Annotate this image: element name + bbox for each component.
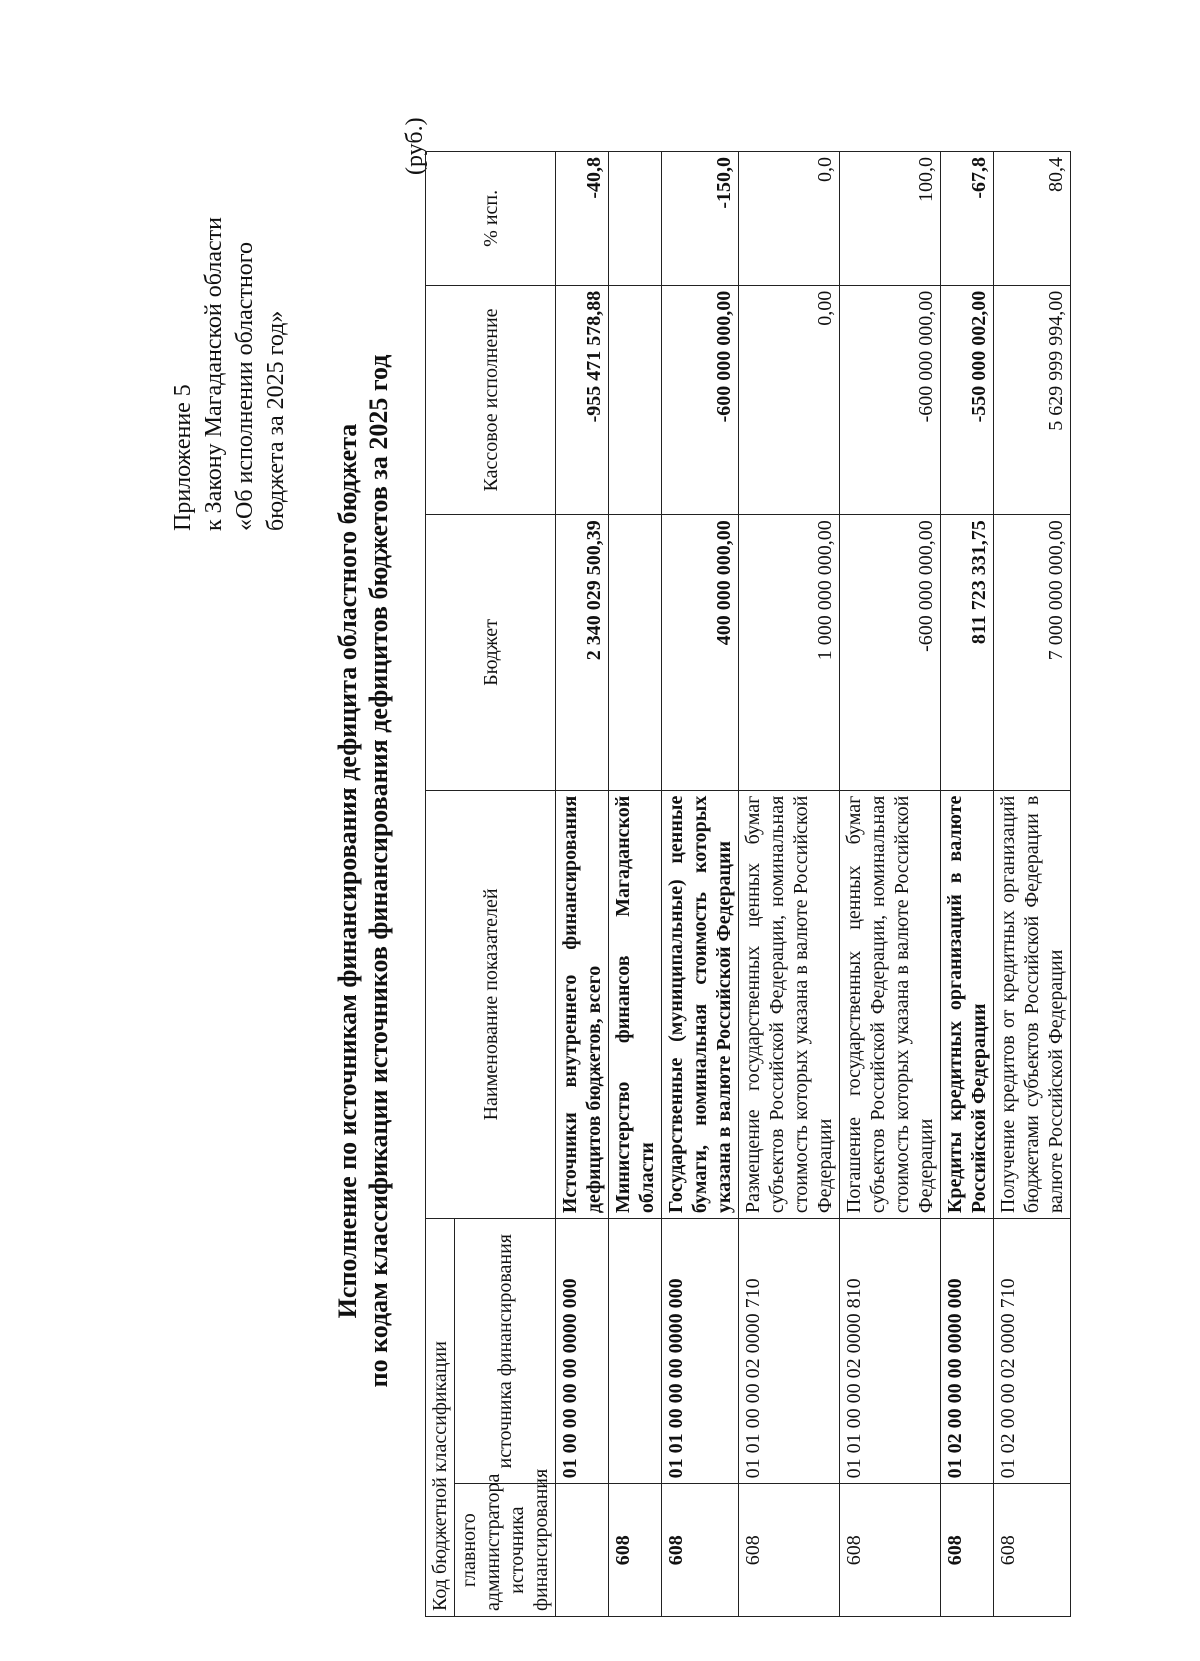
header-source: источника финансирования <box>455 1219 556 1484</box>
cell-admin-code: 608 <box>662 1484 739 1617</box>
cell-percent: 100,0 <box>840 152 941 286</box>
header-pct: % исп. <box>426 152 556 286</box>
cell-admin-code: 608 <box>739 1484 840 1617</box>
cell-percent <box>609 152 662 286</box>
annex-line: к Закону Магаданской области <box>201 217 227 531</box>
currency-unit: (руб.) <box>402 117 428 175</box>
cell-budget: 7 000 000 000,00 <box>994 515 1071 790</box>
annex-line: Приложение 5 <box>170 384 196 531</box>
header-name: Наименование показателей <box>426 790 556 1218</box>
cell-cash-execution: -600 000 000,00 <box>662 285 739 515</box>
cell-percent: 0,0 <box>739 152 840 286</box>
cell-indicator-name: Министерство финансов Магаданской области <box>609 790 662 1218</box>
cell-budget: 1 000 000 000,00 <box>739 515 840 790</box>
cell-indicator-name: Государственные (муниципальные) ценные бумаги, номинальная стоимость которых указана в валюте Российской Федерации <box>662 790 739 1218</box>
annex-line: бюджета за 2025 год» <box>263 310 289 531</box>
financing-table <box>425 151 1071 1617</box>
cell-admin-code: 608 <box>994 1484 1071 1617</box>
cell-cash-execution <box>609 285 662 515</box>
cell-budget <box>609 515 662 790</box>
cell-budget: 811 723 331,75 <box>941 515 994 790</box>
cell-source-code <box>609 1219 662 1484</box>
header-cash: Кассовое исполнение <box>426 285 556 515</box>
cell-percent: -67,8 <box>941 152 994 286</box>
header-admin: главного администратора источника финансирования <box>455 1484 556 1617</box>
cell-admin-code: 608 <box>609 1484 662 1617</box>
cell-cash-execution: -955 471 578,88 <box>556 285 609 515</box>
cell-indicator-name: Погашение государственных ценных бумаг субъектов Российской Федерации, номинальная стоимость которых указана в валюте Российской Федерации <box>840 790 941 1218</box>
cell-budget: -600 000 000,00 <box>840 515 941 790</box>
cell-admin-code: 608 <box>840 1484 941 1617</box>
table-body <box>556 152 1071 1617</box>
cell-percent: -40,8 <box>556 152 609 286</box>
cell-indicator-name: Источники внутреннего финансирования дефицитов бюджетов, всего <box>556 790 609 1218</box>
cell-percent: 80,4 <box>994 152 1071 286</box>
cell-source-code: 01 02 00 00 00 0000 000 <box>941 1219 994 1484</box>
title-line-1: Исполнение по источникам финансирования дефицита областного бюджета <box>333 423 362 1319</box>
table-row <box>994 152 1071 1617</box>
table-row <box>609 152 662 1617</box>
cell-source-code: 01 01 00 00 02 0000 810 <box>840 1219 941 1484</box>
cell-indicator-name: Кредиты кредитных организаций в валюте Российской Федерации <box>941 790 994 1218</box>
title-line-2: по кодам классификации источников финансирования дефицитов бюджетов за 2025 год <box>364 354 393 1388</box>
cell-source-code: 01 02 00 00 02 0000 710 <box>994 1219 1071 1484</box>
cell-admin-code <box>556 1484 609 1617</box>
table-row <box>941 152 994 1617</box>
header-code-group: Код бюджетной классификации <box>426 1219 455 1617</box>
table-row <box>662 152 739 1617</box>
table-row <box>840 152 941 1617</box>
cell-indicator-name: Размещение государственных ценных бумаг субъектов Российской Федерации, номинальная стоимость которых указана в валюте Российской Федерации <box>739 790 840 1218</box>
cell-source-code: 01 01 00 00 02 0000 710 <box>739 1219 840 1484</box>
header-budget: Бюджет <box>426 515 556 790</box>
document-title <box>332 241 394 1501</box>
cell-source-code: 01 01 00 00 00 0000 000 <box>662 1219 739 1484</box>
cell-cash-execution: -550 000 002,00 <box>941 285 994 515</box>
cell-admin-code: 608 <box>941 1484 994 1617</box>
annex-line: «Об исполнении областного <box>232 241 258 531</box>
cell-budget: 400 000 000,00 <box>662 515 739 790</box>
table-row <box>556 152 609 1617</box>
cell-percent: -150,0 <box>662 152 739 286</box>
cell-cash-execution: 0,00 <box>739 285 840 515</box>
cell-budget: 2 340 029 500,39 <box>556 515 609 790</box>
cell-indicator-name: Получение кредитов от кредитных организаций бюджетами субъектов Российской Федерации в валюте Российской Федерации <box>994 790 1071 1218</box>
annex-note <box>168 81 292 531</box>
table-row <box>739 152 840 1617</box>
cell-cash-execution: 5 629 999 994,00 <box>994 285 1071 515</box>
cell-cash-execution: -600 000 000,00 <box>840 285 941 515</box>
cell-source-code: 01 00 00 00 00 0000 000 <box>556 1219 609 1484</box>
